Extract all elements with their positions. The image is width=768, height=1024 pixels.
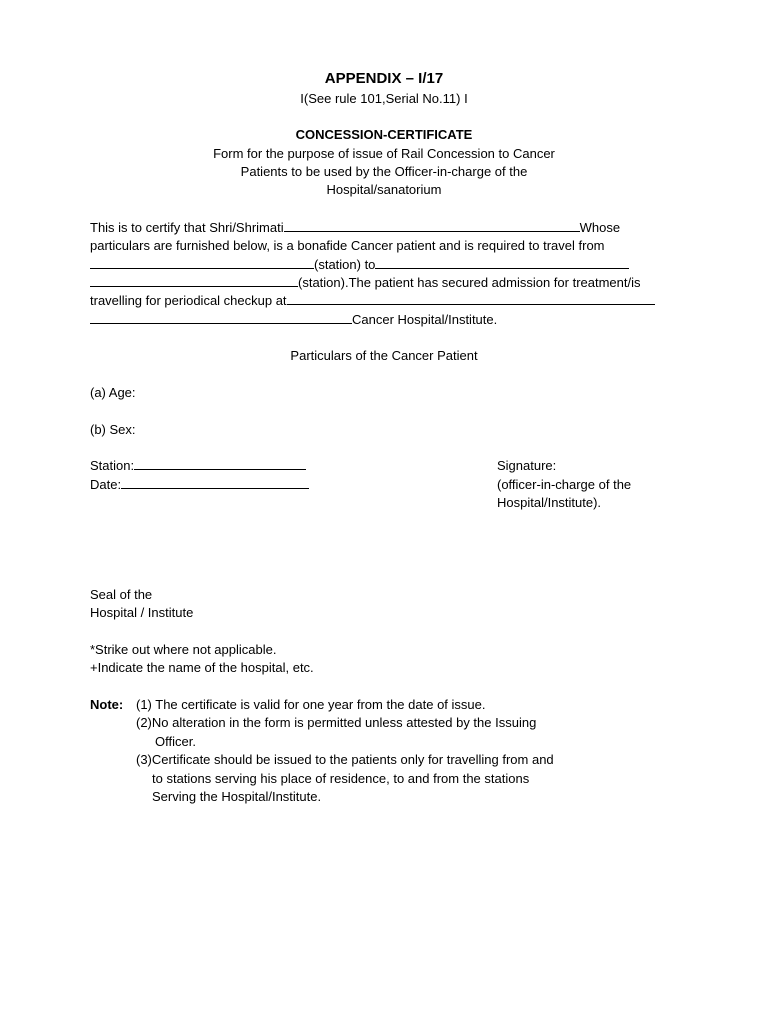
admission-text: (station).The patient has secured admission for treatment/is	[298, 275, 641, 290]
signature-institute-line: Hospital/Institute).	[497, 495, 602, 510]
station-label: Station:	[90, 458, 135, 473]
note-2-line-1: (2)No alteration in the form is permitted unless attested by the Issuing	[136, 715, 537, 730]
signature-label: Signature:	[497, 458, 557, 473]
form-subtitle-3: Hospital/sanatorium	[326, 182, 442, 197]
date-label: Date:	[90, 477, 122, 492]
note-3-line-2: to stations serving his place of residence, to and from the stations	[152, 771, 530, 786]
to-station-blank[interactable]	[375, 256, 629, 269]
certify-line-5	[90, 292, 655, 310]
sex-label: (b) Sex:	[90, 422, 136, 437]
certify-line-1	[90, 219, 620, 237]
rule-reference: I(See rule 101,Serial No.11) I	[300, 91, 468, 106]
seal-line-2: Hospital / Institute	[90, 605, 194, 620]
hospital-blank-2[interactable]	[90, 311, 352, 324]
certify-line-4	[90, 274, 641, 292]
certificate-title: CONCESSION-CERTIFICATE	[295, 127, 473, 142]
from-station-blank[interactable]	[90, 256, 314, 269]
certify-line-3	[90, 256, 629, 274]
station-blank[interactable]	[134, 457, 306, 470]
whose-text: Whose	[579, 220, 621, 235]
station-field	[90, 457, 306, 475]
note-1: (1) The certificate is valid for one year from the date of issue.	[136, 697, 486, 712]
checkup-text: travelling for periodical checkup at	[90, 293, 287, 308]
date-field	[90, 476, 309, 494]
seal-line-1: Seal of the	[90, 587, 153, 602]
age-label: (a) Age:	[90, 385, 136, 400]
to-station-blank-2[interactable]	[90, 274, 298, 287]
strike-out-note: *Strike out where not applicable.	[90, 642, 277, 657]
note-2-line-2: Officer.	[155, 734, 196, 749]
patient-name-blank[interactable]	[284, 219, 580, 232]
hospital-blank-1[interactable]	[287, 292, 655, 305]
certify-line-2: particulars are furnished below, is a bonafide Cancer patient and is required to travel from	[90, 238, 605, 253]
signature-officer-line: (officer-in-charge of the	[497, 477, 632, 492]
certify-line-6	[90, 311, 497, 329]
particulars-heading: Particulars of the Cancer Patient	[290, 348, 478, 363]
form-subtitle-2: Patients to be used by the Officer-in-charge of the	[240, 164, 528, 179]
appendix-title: APPENDIX – I/17	[324, 70, 444, 87]
note-3-line-3: Serving the Hospital/Institute.	[152, 789, 322, 804]
note-label: Note:	[90, 697, 124, 712]
note-3-line-1: (3)Certificate should be issued to the patients only for travelling from and	[136, 752, 554, 767]
form-subtitle-1: Form for the purpose of issue of Rail Concession to Cancer	[213, 146, 555, 161]
certify-text: This is to certify that Shri/Shrimati	[90, 220, 284, 235]
indicate-note: +Indicate the name of the hospital, etc.	[90, 660, 314, 675]
date-blank[interactable]	[121, 476, 309, 489]
hospital-text: Cancer Hospital/Institute.	[352, 312, 498, 327]
station-to-text: (station) to	[314, 257, 376, 272]
